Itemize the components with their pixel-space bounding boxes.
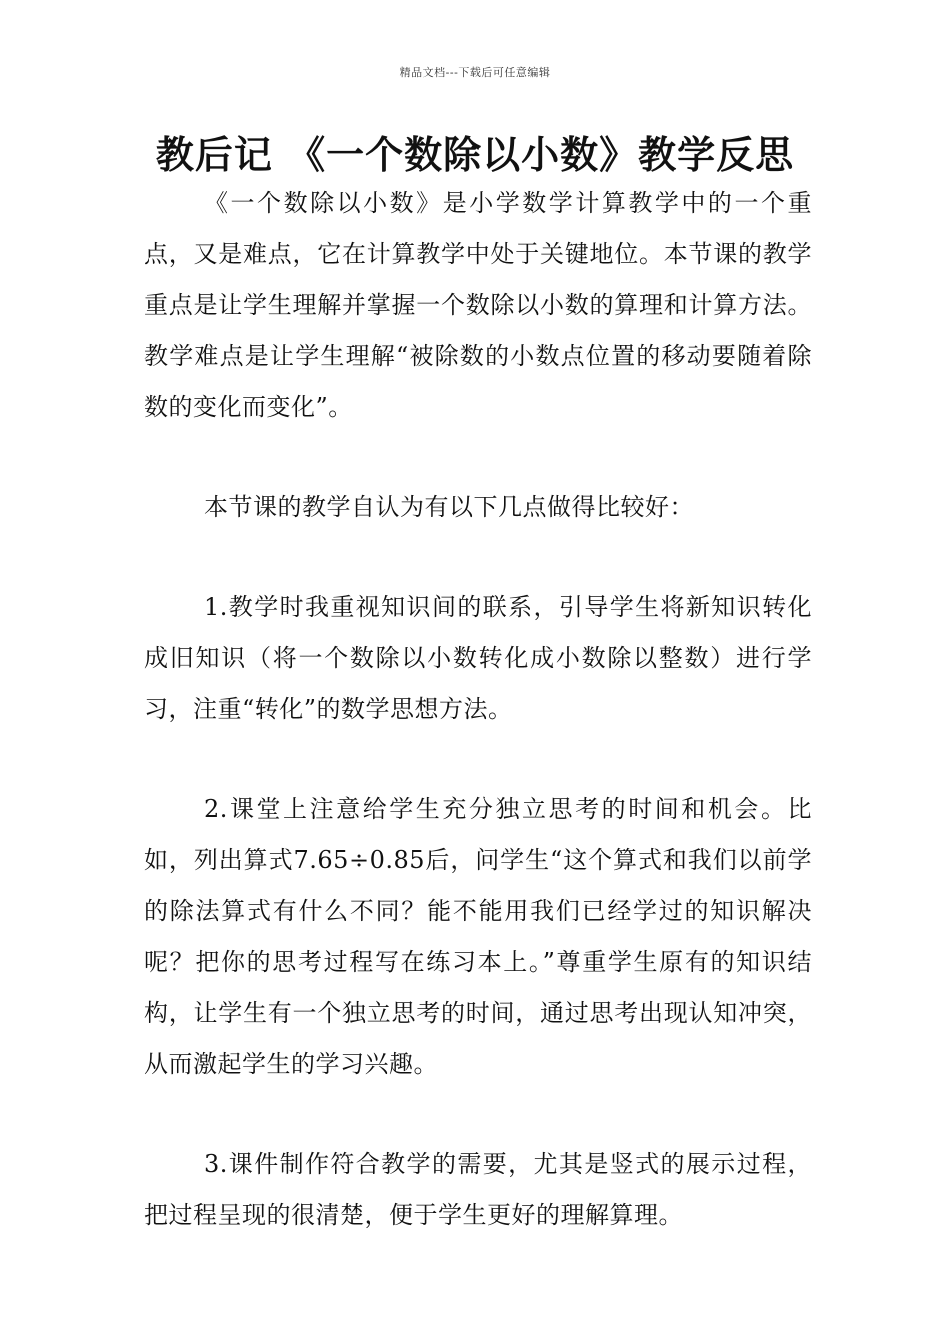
paragraph-intro: 《一个数除以小数》是小学数学计算教学中的一个重点，又是难点，它在计算教学中处于关键地位。本节课的教学重点是让学生理解并掌握一个数除以小数的算理和计算方法。教学难点是让学生理解“被除数的小数点位置的移动要随着除数的变化而变化”。 (144, 189, 812, 421)
paragraph-point-2: 2.课堂上注意给学生充分独立思考的时间和机会。比如，列出算式7.65÷0.85后，问学生“这个算式和我们以前学的除法算式有什么不同？能不能用我们已经学过的知识解决呢？把你的思考过程写在练习本上。”尊重学生原有的知识结构，让学生有一个独立思考的时间，通过思考出现认知冲突，从而激起学生的学习兴趣。 (144, 795, 812, 1078)
document-body (144, 178, 812, 1241)
header-note: 精品文档---下载后可任意编辑 (399, 66, 551, 79)
paragraph-point-3: 3.课件制作符合教学的需要，尤其是竖式的展示过程，把过程呈现的很清楚，便于学生更好的理解算理。 (144, 1150, 812, 1229)
paragraph-point-1: 1.教学时我重视知识间的联系，引导学生将新知识转化成旧知识（将一个数除以小数转化成小数除以整数）进行学习，注重“转化”的数学思想方法。 (144, 593, 812, 723)
paragraph-summary: 本节课的教学自认为有以下几点做得比较好： (204, 493, 694, 521)
document-title: 教后记 《一个数除以小数》教学反思 (155, 133, 795, 177)
